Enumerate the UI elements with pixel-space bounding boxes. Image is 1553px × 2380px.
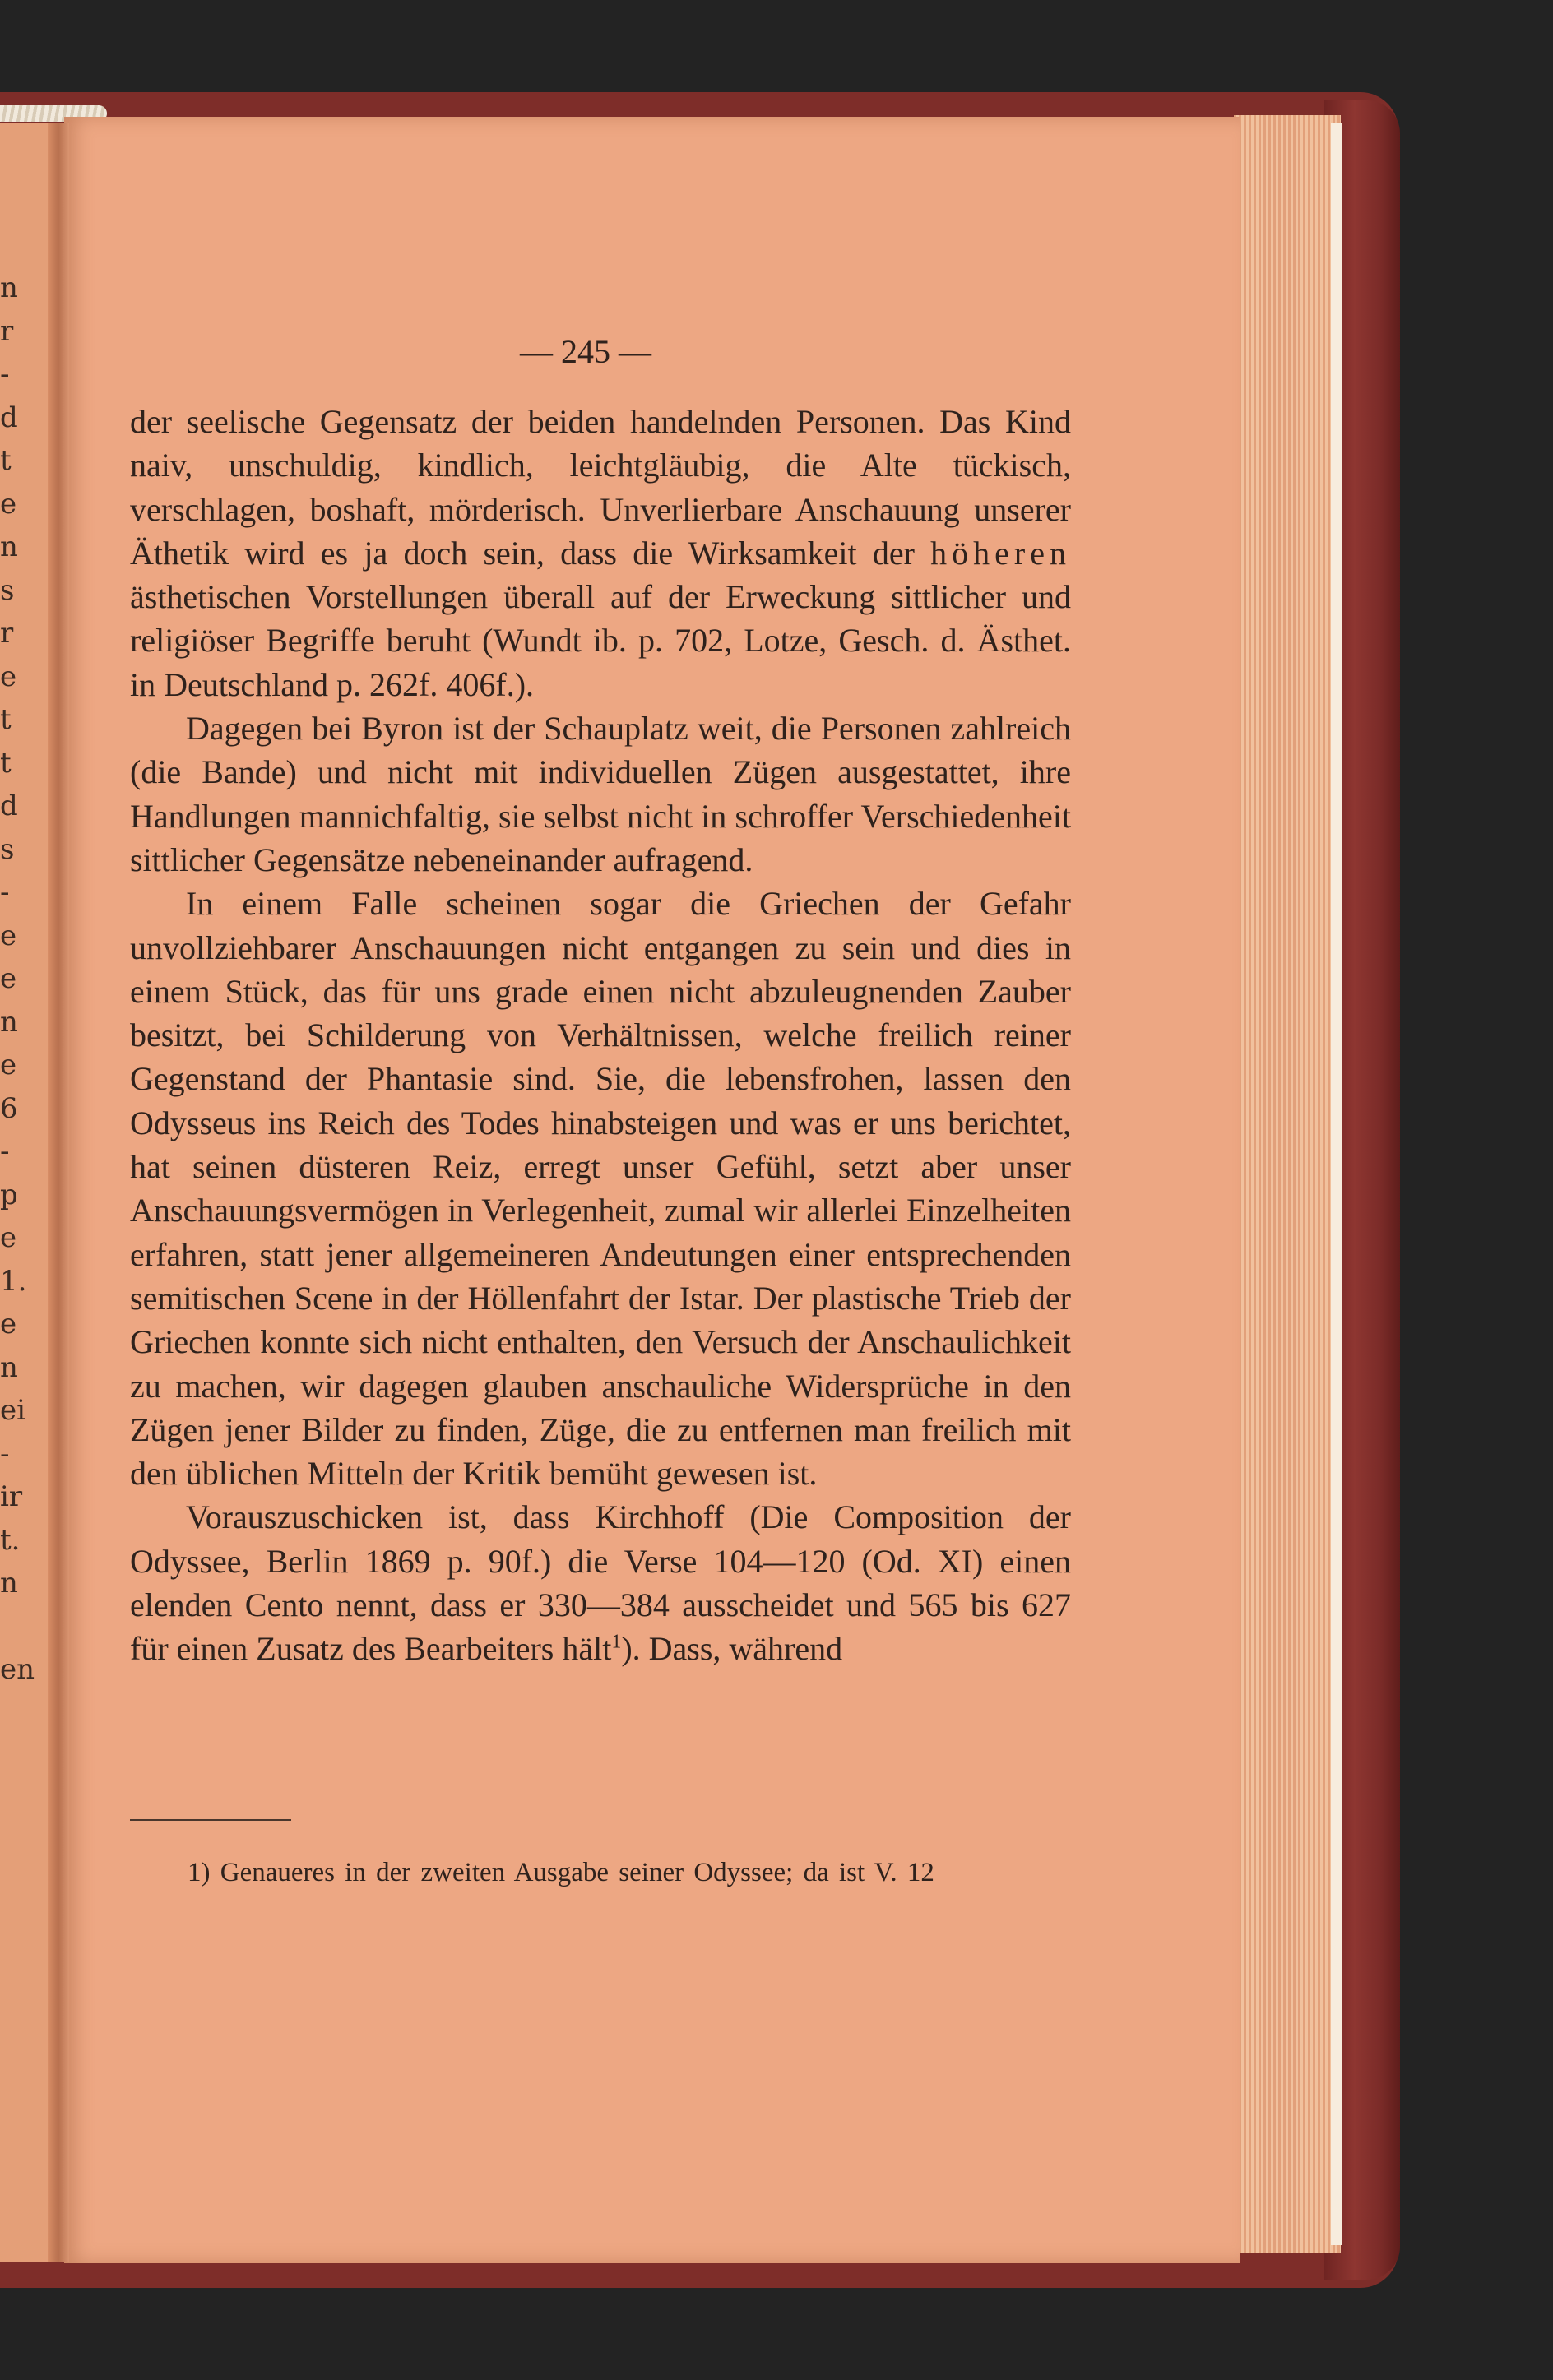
page-gutter <box>48 123 69 2262</box>
paragraph-1-emphasis: höheren <box>930 534 1071 572</box>
left-page-fragment: t. <box>0 1523 21 1557</box>
footnote-ref: 1 <box>611 1631 622 1653</box>
left-page-fragment: t <box>0 746 12 780</box>
left-page-fragment: en <box>0 1653 35 1686</box>
body-text <box>130 400 1071 1671</box>
left-page-fragment: - <box>0 1437 10 1470</box>
left-page-fragment: 6 <box>0 1091 18 1125</box>
left-page-fragment: - <box>0 876 10 909</box>
footnote: 1) Genaueres in der zweiten Ausgabe seiner Odyssee; da ist V. 12 <box>188 1858 934 1887</box>
left-page-fragment: n <box>0 1567 18 1600</box>
left-page-fragment: n <box>0 271 18 304</box>
paragraph-1-text-a: der seelische Gegensatz der beiden handelnden Personen. Das Kind naiv, unschuldig, kindlich, leichtgläubig, die Alte tückisch, verschlagen, boshaft, mörderisch. Unverlierbare Anschauung unserer Äthetik wird es ja doch sein, dass die Wirksamkeit der <box>130 403 1071 572</box>
left-page-fragment: t <box>0 444 12 477</box>
page-number: — 245 — <box>520 333 651 370</box>
left-page-fragment: ir <box>0 1480 23 1513</box>
left-page-fragment: e <box>0 1308 17 1340</box>
left-page-fragment: e <box>0 660 17 693</box>
left-page-fragment: t <box>0 703 12 736</box>
footnote-rule <box>130 1819 291 1821</box>
left-page-fragment: d <box>0 789 18 822</box>
paragraph-1-text-b: ästhetischen Vorstellungen überall auf der Erweckung sittlicher und religiöser Begriffe beruht (Wundt ib. p. 702, Lotze, Gesch. d. Ästhet. in Deutschland p. 262f. 406f.). <box>130 578 1071 703</box>
left-page-fragment: - <box>0 358 10 391</box>
page-stack <box>1234 115 1341 2253</box>
left-page-fragment: e <box>0 919 17 952</box>
page-stack-edge <box>1331 123 1342 2245</box>
left-page-fragment: e <box>0 962 17 995</box>
left-page-fragment: n <box>0 1005 18 1039</box>
paragraph-3: In einem Falle scheinen sogar die Griechen der Gefahr unvollziehbarer Anschauungen nicht entgangen zu sein und dies in einem Stück, das für uns grade einen nicht abzuleugnenden Zauber besitzt, bei Schilderung von Verhältnissen, welche freilich reiner Gegenstand der Phantasie sind. Sie, die lebensfrohen, lassen den Odysseus ins Reich des Todes hinabsteigen und was er uns berichtet, hat seinen düsteren Reiz, erregt unser Gefühl, setzt aber unser Anschauungsvermögen in Verlegenheit, zumal wir allerlei Einzelheiten erfahren, statt jener allgemeineren Andeutungen einer entsprechenden semitischen Scene in der Höllenfahrt der Istar. Der plastische Trieb der Griechen konnte sich nicht enthalten, den Versuch der Anschaulichkeit zu machen, wir dagegen glauben anschauliche Widersprüche in den Zügen jener Bilder zu finden, Züge, die zu entfernen man freilich mit den üblichen Mitteln der Kritik bemüht gewesen ist. <box>130 885 1071 1493</box>
left-page-fragment: ei <box>0 1394 25 1427</box>
paragraph-2: Dagegen bei Byron ist der Schauplatz weit, die Personen zahlreich (die Bande) und nicht mit individuellen Zügen ausgestattet, ihre Handlungen mannichfaltig, sie selbst nicht in schroffer Verschiedenheit sittlicher Gegensätze nebeneinander aufragend. <box>130 710 1071 878</box>
left-page-fragment: n <box>0 1350 18 1384</box>
left-page-fragment: p <box>0 1178 18 1211</box>
left-page-fragment: d <box>0 401 18 434</box>
left-page-fragment: 1. <box>0 1264 27 1298</box>
left-page-fragment: e <box>0 487 17 521</box>
left-page-fragment: n <box>0 530 18 563</box>
paragraph-4-text: Vorauszuschicken ist, dass Kirchhoff (Die Composition der Odyssee, Berlin 1869 p. 90f.) die Verse 104—120 (Od. XI) einen elenden Cento nennt, dass er 330—384 ausscheidet und 565 bis 627 für einen Zusatz des Bearbeiters hält <box>130 1498 1071 1668</box>
left-page-fragment: s <box>0 832 15 866</box>
paragraph-4 <box>130 1495 1071 1670</box>
left-page-fragment: - <box>0 1135 10 1168</box>
paragraph-1 <box>130 400 1071 706</box>
left-page-fragment: e <box>0 1049 17 1081</box>
left-page-fragment: r <box>0 617 14 650</box>
left-page-fragment: e <box>0 1221 17 1254</box>
paragraph-4-tail: ). Dass, während <box>621 1630 843 1668</box>
left-page-fragment: s <box>0 573 15 607</box>
left-page-fragment: r <box>0 314 14 348</box>
